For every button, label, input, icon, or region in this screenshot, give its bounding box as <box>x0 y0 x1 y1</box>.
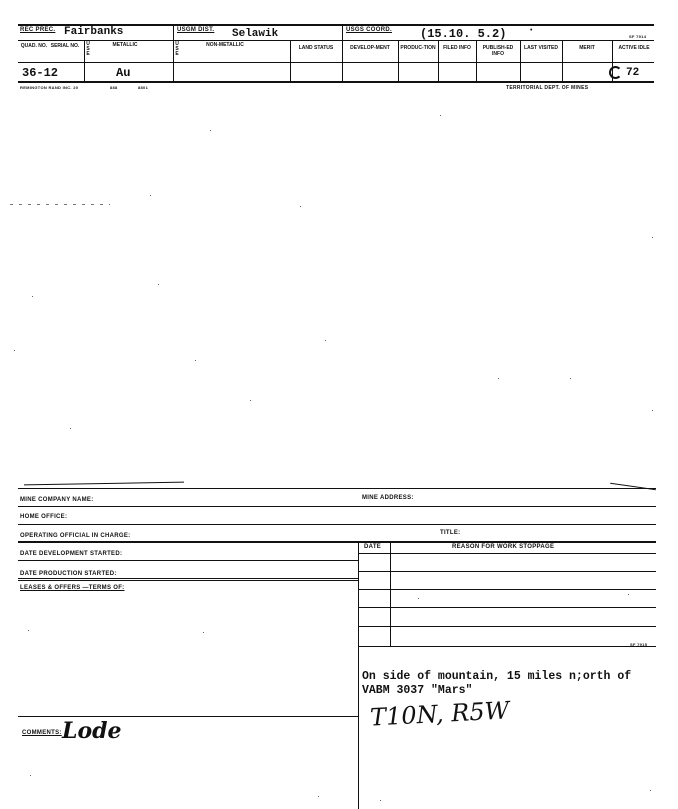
merit-header: MERIT <box>579 45 595 51</box>
operating-official-label: OPERATING OFFICIAL IN CHARGE: <box>20 533 131 539</box>
speck <box>440 115 441 116</box>
title-label: TITLE: <box>440 530 461 536</box>
stoppage-row-rule <box>358 646 656 647</box>
top-card-divider <box>290 40 291 81</box>
printer-credit: REMINGTON RAND INC. 20 <box>20 85 79 90</box>
usgm-dist-value: Selawik <box>232 28 279 40</box>
filed-info-header: FILED INFO <box>443 45 471 51</box>
speck <box>570 378 571 379</box>
date-development-started-label: DATE DEVELOPMENT STARTED: <box>20 551 123 557</box>
top-card-divider <box>173 24 174 81</box>
bottom-card-rule <box>18 580 358 581</box>
bottom-card-divider <box>390 541 391 646</box>
top-card-divider <box>342 24 343 81</box>
usgm-dist-label: USGM DIST. <box>177 27 215 33</box>
mine-company-name-label: MINE COMPANY NAME: <box>20 497 94 503</box>
speck <box>418 598 419 599</box>
top-card-divider <box>476 40 477 81</box>
non-metallic-header: NON-METALLIC <box>206 42 244 48</box>
top-card-divider <box>438 40 439 81</box>
speck <box>203 632 204 633</box>
published-info-header: PUBLISH-ED INFO <box>482 45 514 57</box>
form-number-bottom: SF 7915 <box>630 642 648 647</box>
use-header-metallic: U S E <box>86 41 90 57</box>
rec-prec-value: Fairbanks <box>64 26 124 38</box>
development-header: DEVELOP-MENT <box>350 45 390 51</box>
speck <box>628 594 629 595</box>
top-card-rule-2 <box>18 40 654 41</box>
speck <box>380 800 381 801</box>
top-card-rule-4 <box>18 81 654 83</box>
speck <box>652 410 653 411</box>
date-column-header: DATE <box>364 544 382 550</box>
quad-serial-value: 36-12 <box>22 66 59 80</box>
speck <box>325 340 326 341</box>
last-visited-header: LAST VISITED <box>524 45 558 51</box>
bottom-card-rule <box>18 506 656 507</box>
bottom-card-divider <box>358 541 359 809</box>
speck <box>210 130 211 131</box>
active-idle-header: ACTIVE IDLE <box>618 45 650 51</box>
punch-hole-circle-icon <box>609 66 622 79</box>
top-card-divider <box>520 40 521 81</box>
top-card-divider <box>84 40 85 81</box>
speck <box>158 284 159 285</box>
metallic-header: METALLIC <box>112 42 138 48</box>
top-card-divider <box>398 40 399 81</box>
handwritten-township-range: T10N, R5W <box>369 696 510 732</box>
speck <box>652 237 653 238</box>
speck <box>318 796 319 797</box>
stoppage-row-rule <box>358 553 656 554</box>
usgs-coord-value: (15.10. 5.2) <box>420 27 507 41</box>
form-number-top: SF 7914 <box>629 34 647 39</box>
bottom-card-rule <box>610 483 656 490</box>
bottom-card-rule <box>18 716 358 717</box>
speck <box>14 350 15 351</box>
serial-no-header: SERIAL NO. <box>50 43 80 49</box>
quad-no-header: QUAD. NO. <box>20 43 48 49</box>
stoppage-row-rule <box>358 607 656 608</box>
bottom-card-rule <box>18 524 656 525</box>
speck <box>30 775 31 776</box>
speck <box>28 630 29 631</box>
stoppage-row-rule <box>358 626 656 627</box>
top-card-rule-3 <box>18 62 654 63</box>
home-office-label: HOME OFFICE: <box>20 514 68 520</box>
speck <box>32 296 33 297</box>
use-header-non-metallic: U S E <box>175 41 179 57</box>
speck <box>10 204 110 205</box>
bottom-card-rule <box>18 578 358 579</box>
top-card-divider <box>562 40 563 81</box>
speck <box>650 790 651 791</box>
comments-label: COMMENTS: <box>22 730 62 736</box>
speck <box>300 206 301 207</box>
printer-code: 888 <box>110 85 118 90</box>
mine-address-label: MINE ADDRESS: <box>362 495 414 501</box>
bottom-card-rule <box>24 482 184 486</box>
speck <box>195 360 196 361</box>
speck: • <box>530 27 533 34</box>
active-idle-value: 72 <box>626 67 640 79</box>
land-status-header: LAND STATUS <box>298 45 334 51</box>
bottom-card-rule <box>18 541 656 543</box>
bottom-card-rule <box>18 560 358 561</box>
location-description-line-2: VABM 3037 "Mars" <box>362 684 473 697</box>
reason-column-header: REASON FOR WORK STOPPAGE <box>452 544 555 550</box>
usgs-coord-label: USGS COORD. <box>346 27 392 33</box>
bottom-card-rule <box>18 488 656 489</box>
handwritten-comment: Lode <box>62 718 122 744</box>
speck <box>70 428 71 429</box>
printer-code: 8801 <box>138 85 149 90</box>
stoppage-row-rule <box>358 589 656 590</box>
metallic-value: Au <box>116 66 131 80</box>
speck <box>498 378 499 379</box>
speck <box>250 400 251 401</box>
date-production-started-label: DATE PRODUCTION STARTED: <box>20 571 117 577</box>
rec-prec-label: REC PREC. <box>20 27 56 33</box>
stoppage-row-rule <box>358 571 656 572</box>
speck <box>150 195 151 196</box>
production-header: PRODUC-TION <box>400 45 436 51</box>
location-description-line-1: On side of mountain, 15 miles n;orth of <box>362 670 632 683</box>
leases-offers-label: LEASES & OFFERS —TERMS OF: <box>20 585 125 591</box>
department-name: TERRITORIAL DEPT. OF MINES <box>506 85 589 91</box>
